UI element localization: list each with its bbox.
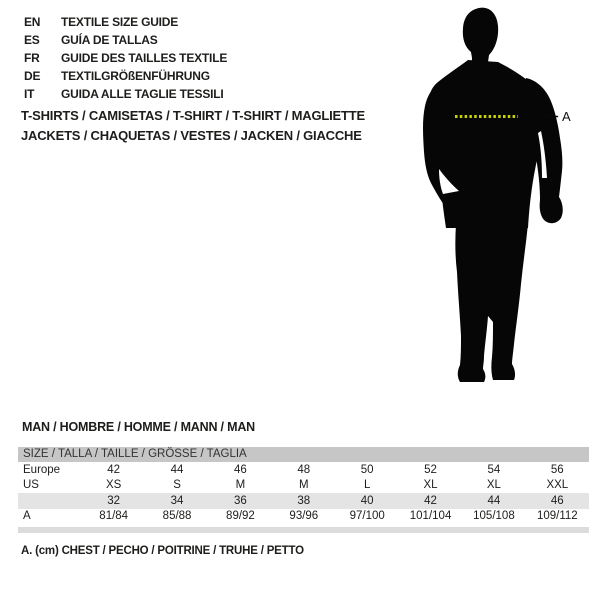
section-heading: MAN / HOMBRE / HOMME / MANN / MAN (22, 420, 255, 434)
table-cell: XS (106, 479, 122, 492)
category-lines (21, 106, 365, 145)
table-cell: 54 (487, 463, 501, 476)
measure-label: A (562, 109, 571, 124)
language-row-de (24, 67, 227, 85)
table-cell: 85/88 (162, 510, 192, 523)
table-cell: 93/96 (289, 510, 319, 523)
table-row-us (18, 478, 589, 494)
table-cell: XL (486, 479, 501, 492)
category-jackets: JACKETS / CHAQUETAS / VESTES / JACKEN / GIACCHE (21, 127, 362, 143)
table-cell: 38 (297, 494, 311, 507)
table-cell: 34 (170, 494, 184, 507)
language-row-en (24, 13, 227, 31)
table-row-numeric (18, 493, 589, 509)
language-code: DE (24, 69, 41, 83)
table-cell: 44 (170, 463, 184, 476)
table-cell: M (299, 479, 309, 492)
measurement-footnote: A. (cm) CHEST / PECHO / POITRINE / TRUHE / PETTO (21, 545, 304, 557)
language-title: TEXTILE SIZE GUIDE (61, 15, 179, 29)
table-cell: 42 (424, 494, 437, 507)
language-title: TEXTILGRÖßENFÜHRUNG (61, 69, 210, 83)
language-title: GUÍA DE TALLAS (61, 33, 158, 47)
table-cell: 52 (424, 463, 437, 476)
language-title: GUIDE DES TAILLES TEXTILE (61, 51, 228, 65)
table-row-europe (18, 462, 589, 478)
table-cell: S (173, 479, 181, 492)
table-cell: M (235, 479, 246, 492)
language-code: EN (24, 15, 41, 29)
table-row-chest-a (18, 509, 589, 525)
legs (455, 224, 528, 382)
table-cell: 46 (550, 494, 564, 507)
language-list (24, 13, 227, 103)
size-table (18, 447, 589, 533)
man-silhouette (380, 0, 600, 400)
language-code: FR (24, 51, 40, 65)
row-label: US (23, 479, 39, 492)
table-cell: 56 (550, 463, 564, 476)
table-cell: 32 (107, 494, 121, 507)
table-cell: XXL (546, 479, 569, 492)
table-header: SIZE / TALLA / TAILLE / GRÖSSE / TAGLIA (18, 447, 589, 462)
table-cell: 81/84 (99, 510, 129, 523)
table-cell: 97/100 (349, 510, 385, 523)
language-row-es (24, 31, 227, 49)
table-cell: XL (423, 479, 438, 492)
row-label: A (23, 510, 31, 523)
language-title: GUIDA ALLE TAGLIE TESSILI (61, 87, 224, 101)
table-cell: 89/92 (226, 510, 255, 523)
table-bottom-bar (18, 527, 589, 533)
table-cell: 101/104 (409, 510, 452, 523)
language-row-it (24, 85, 227, 103)
table-cell: L (363, 479, 371, 492)
language-row-fr (24, 49, 227, 67)
table-cell: 36 (234, 494, 247, 507)
table-cell: 109/112 (536, 510, 578, 523)
table-cell: 40 (360, 494, 374, 507)
row-label: Europe (23, 463, 61, 476)
table-cell: 50 (360, 463, 374, 476)
table-cell: 46 (234, 463, 247, 476)
language-code: IT (24, 87, 35, 101)
table-cell: 48 (297, 463, 311, 476)
table-cell: 44 (487, 494, 501, 507)
language-code: ES (24, 33, 40, 47)
table-cell: 105/108 (473, 510, 515, 523)
category-tshirts: T-SHIRTS / CAMISETAS / T-SHIRT / T-SHIRT / MAGLIETTE (21, 108, 365, 123)
table-cell: 42 (107, 463, 121, 476)
